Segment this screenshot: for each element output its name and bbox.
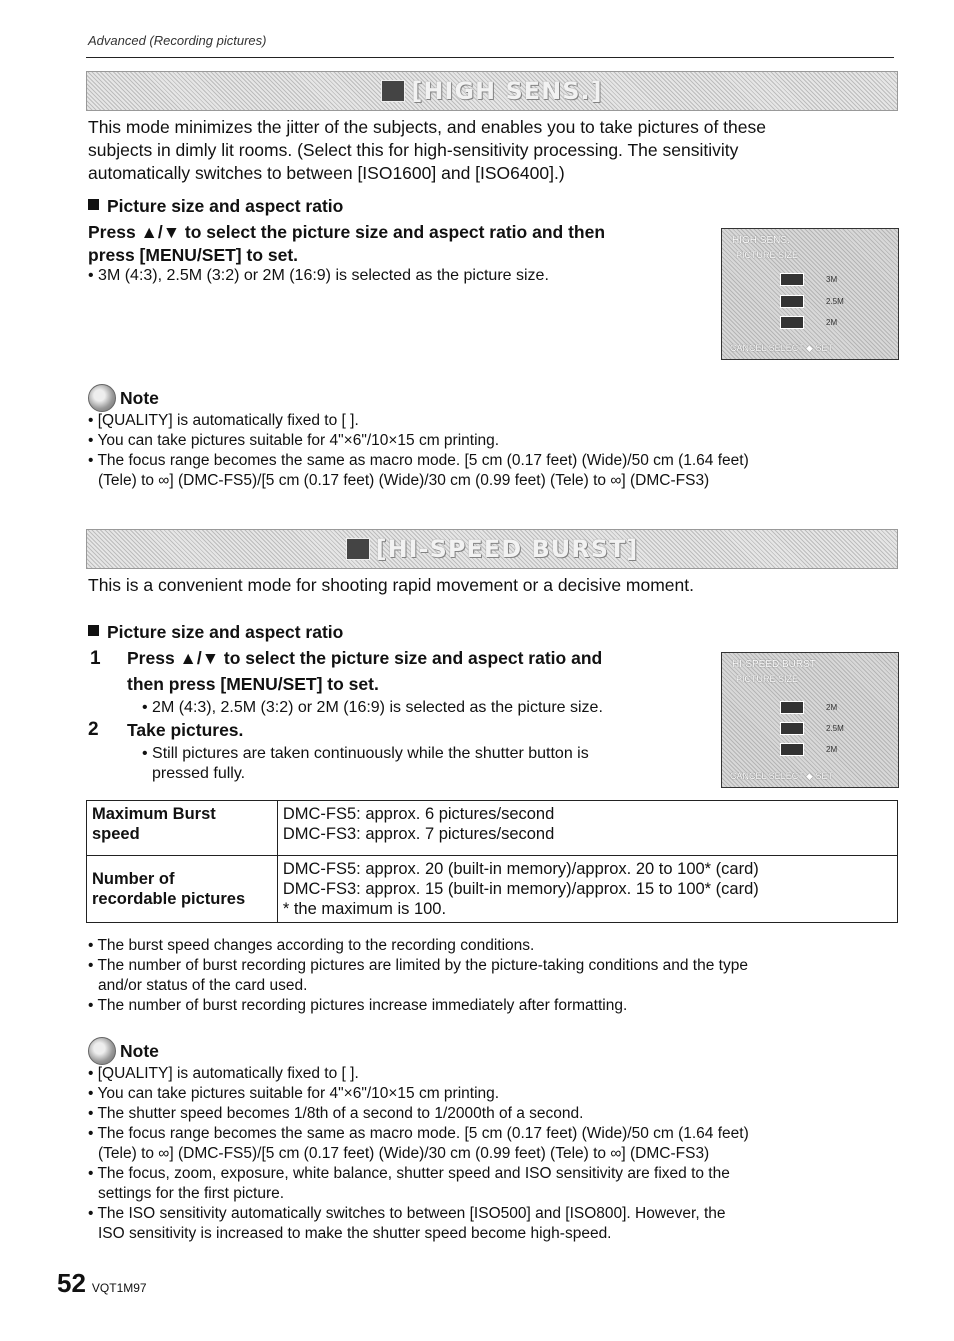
step-note-text: pressed fully. [152, 765, 246, 782]
size-option-label: 3M [826, 275, 838, 284]
table-value-cell: DMC-FS5: approx. 20 (built-in memory)/approx. 20 to 100* (card) DMC-FS3: approx. 15 (built-in memory)/approx. 15 to 100* (card) * the maximum is 100. [277, 856, 897, 923]
step-note-text: 3M (4:3), 2.5M (3:2) or 2M (16:9) is selected as the picture size. [98, 267, 549, 284]
size-option-icon [780, 743, 804, 756]
intro-line: automatically switches to between [ISO1600] and [ISO6400].) [88, 163, 565, 183]
step-note-text: Still pictures are taken continuously while the shutter button is [152, 745, 589, 762]
page-footer [57, 1268, 147, 1299]
note-header [88, 384, 159, 412]
step-line: Press ▲/▼ to select the picture size and aspect ratio and [127, 648, 603, 668]
bullet-item: and/or status of the card used. [98, 977, 308, 994]
burst-notes [88, 1064, 900, 1244]
note-item: • You can take pictures suitable for 4"×6"/10×15 cm printing. [88, 1085, 500, 1102]
size-option-icon [780, 701, 804, 714]
note-item: ISO sensitivity is increased to make the shutter speed become high-speed. [98, 1225, 612, 1242]
burst-icon [346, 538, 370, 560]
high-sens-banner [86, 71, 898, 111]
size-option-icon [780, 316, 804, 329]
size-option-icon [780, 722, 804, 735]
hi-speed-burst-banner [86, 529, 898, 569]
document-code: VQT1M97 [91, 1281, 147, 1295]
size-option-label: 2M [826, 745, 838, 754]
screen-footer: CANCEL SELECT ◆ SET [730, 343, 833, 353]
table-value-cell: DMC-FS5: approx. 6 pictures/second DMC-FS3: approx. 7 pictures/second [277, 801, 897, 856]
step-2-title: Take pictures. [127, 720, 244, 740]
note-title: Note [120, 1040, 159, 1061]
table-label-cell: Maximum Burst speed [87, 801, 278, 856]
step-line: press [MENU/SET] to set. [88, 245, 299, 265]
step-2-note: • Still pictures are taken continuously while the shutter button is pressed fully. [142, 745, 589, 782]
page-number: 52 [57, 1268, 86, 1298]
note-header [88, 1037, 159, 1065]
intro-line: This mode minimizes the jitter of the subjects, and enables you to take pictures of these [88, 117, 766, 137]
step-1-text [127, 647, 697, 696]
table-row [87, 856, 898, 923]
intro-line: subjects in dimly lit rooms. (Select this for high-sensitivity processing. The sensitivity [88, 140, 739, 160]
size-option-icon [780, 295, 804, 308]
heading-text: Picture size and aspect ratio [107, 196, 344, 216]
size-option-icon [780, 273, 804, 286]
step-1-number: 1 [90, 648, 101, 669]
note-item: settings for the first picture. [98, 1185, 285, 1202]
high-sens-intro [88, 116, 898, 185]
burst-spec-table [86, 800, 898, 923]
bullet-item: • The number of burst recording pictures increase immediately after formatting. [88, 997, 628, 1014]
section-header: Advanced (Recording pictures) [88, 33, 267, 48]
note-item: • The focus range becomes the same as macro mode. [5 cm (0.17 feet) (Wide)/50 cm (1.64 feet) [88, 452, 749, 469]
note-icon [88, 1037, 116, 1065]
high-sens-lcd-screen [721, 228, 899, 360]
square-bullet-icon [88, 625, 99, 636]
screen-title: HIGH SENS. [732, 235, 790, 246]
high-sens-heading [88, 195, 343, 218]
screen-subtitle: PICTURE SIZE [736, 674, 799, 684]
hi-speed-burst-lcd-screen [721, 652, 899, 788]
hi-speed-burst-banner-text: [HI-SPEED BURST] [375, 535, 639, 563]
screen-footer: CANCEL SELECT ◆ SET [730, 771, 833, 781]
note-item: (Tele) to ∞] (DMC-FS5)/[5 cm (0.17 feet) (Wide)/30 cm (0.99 feet) (Tele) to ∞] (DMC-FS3) [98, 1145, 710, 1162]
bullet-item: • The number of burst recording pictures are limited by the picture-taking conditions and the type [88, 957, 748, 974]
hi-speed-burst-intro: This is a convenient mode for shooting rapid movement or a decisive moment. [88, 575, 694, 595]
note-item: • The shutter speed becomes 1/8th of a second to 1/2000th of a second. [88, 1105, 584, 1122]
high-sens-step-note: • 3M (4:3), 2.5M (3:2) or 2M (16:9) is selected as the picture size. [88, 267, 549, 284]
note-icon [88, 384, 116, 412]
note-title: Note [120, 387, 159, 408]
note-item: • The focus, zoom, exposure, white balance, shutter speed and ISO sensitivity are fixed to the [88, 1165, 730, 1182]
note-item: (Tele) to ∞] (DMC-FS5)/[5 cm (0.17 feet) (Wide)/30 cm (0.99 feet) (Tele) to ∞] (DMC-FS3) [98, 472, 710, 489]
size-option-label: 2M [826, 318, 838, 327]
note-item: • [QUALITY] is automatically fixed to [ ]. [88, 1065, 359, 1082]
note-item: • You can take pictures suitable for 4"×6"/10×15 cm printing. [88, 432, 500, 449]
step-note-text: 2M (4:3), 2.5M (3:2) or 2M (16:9) is selected as the picture size. [152, 699, 603, 716]
step-1-note: • 2M (4:3), 2.5M (3:2) or 2M (16:9) is selected as the picture size. [142, 699, 603, 716]
step-line: Press ▲/▼ to select the picture size and aspect ratio and then [88, 222, 606, 242]
hi-speed-burst-heading [88, 621, 343, 644]
high-sens-banner-text: [HIGH SENS.] [411, 77, 603, 105]
note-item: • The ISO sensitivity automatically switches to between [ISO500] and [ISO800]. However, the [88, 1205, 726, 1222]
size-option-label: 2.5M [826, 724, 844, 733]
high-sens-notes [88, 411, 898, 491]
step-line: then press [MENU/SET] to set. [127, 674, 379, 694]
burst-bullets [88, 936, 900, 1016]
bullet-item: • The burst speed changes according to the recording conditions. [88, 937, 535, 954]
table-row [87, 801, 898, 856]
heading-text: Picture size and aspect ratio [107, 622, 344, 642]
screen-title: HI-SPEED BURST [732, 659, 816, 670]
note-item: • The focus range becomes the same as macro mode. [5 cm (0.17 feet) (Wide)/50 cm (1.64 feet) [88, 1125, 749, 1142]
screen-subtitle: PICTURE SIZE [736, 250, 799, 260]
size-option-label: 2M [826, 703, 838, 712]
table-label-cell: Number of recordable pictures [87, 856, 278, 923]
high-sens-icon [381, 80, 405, 102]
step-2-number: 2 [88, 719, 99, 740]
header-divider [86, 57, 894, 58]
high-sens-step [88, 221, 708, 267]
note-item: • [QUALITY] is automatically fixed to [ ]. [88, 412, 359, 429]
square-bullet-icon [88, 199, 99, 210]
size-option-label: 2.5M [826, 297, 844, 306]
